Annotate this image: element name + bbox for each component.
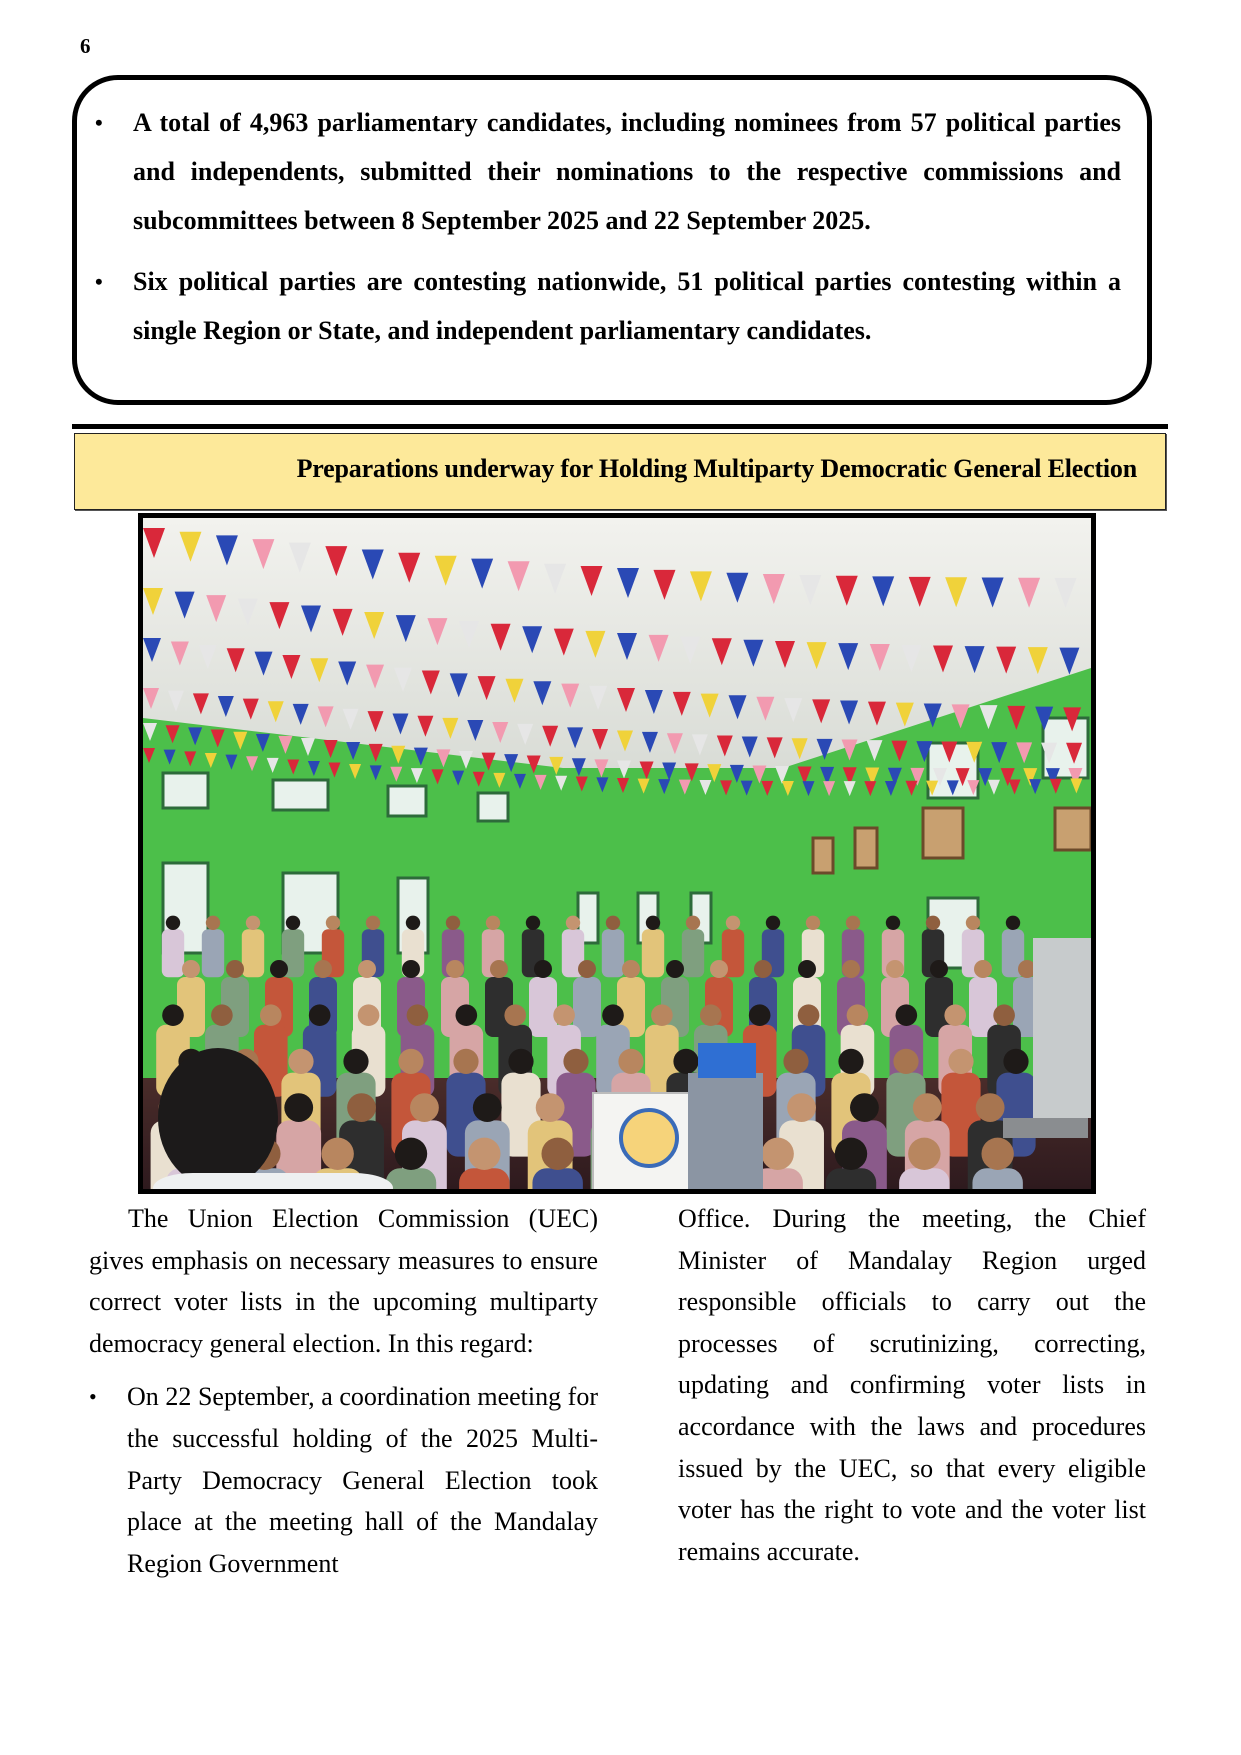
person-head [806,916,820,930]
article-bullet-text: On 22 September, a coordination meeting for the successful holding of the 2025 Multi-Party Democracy General Election took place at the meeting hall of the Mandalay Region Government [127,1382,598,1578]
person-head [246,916,260,930]
person-head [563,1049,588,1074]
person-head [541,1138,573,1170]
person-head [566,916,580,930]
person-head [686,916,700,930]
person-head [926,916,940,930]
refrigerator [1033,938,1091,1118]
key-point [95,257,1121,355]
person-head [226,960,244,978]
bullet-icon: • [89,1384,97,1410]
person-head [893,1049,918,1074]
photo-illustration [143,518,1091,1189]
key-points-list [95,98,1121,367]
person-head [726,916,740,930]
person-head [473,1093,502,1122]
person-head [913,1093,942,1122]
person-head [602,1004,624,1026]
person-head [993,1004,1015,1026]
page-number: 6 [80,34,91,58]
person-body [826,1168,876,1189]
person-head [395,1138,427,1170]
person-head [410,1093,439,1122]
person-body [532,1168,582,1189]
horizontal-rule [72,424,1168,429]
person-head [326,916,340,930]
person-head [182,960,200,978]
voting-machine [698,1043,756,1078]
person-head [407,1004,429,1026]
person-head [618,1049,643,1074]
person-head [838,1049,863,1074]
person-head [343,1049,368,1074]
person-head [358,960,376,978]
person-head [944,1004,966,1026]
person-head [486,916,500,930]
person-head [651,1004,673,1026]
person-head [761,1138,793,1170]
person-head [846,916,860,930]
key-point [95,98,1121,245]
person-head [211,1004,233,1026]
voting-machine-stand [688,1073,763,1189]
person-head [798,1004,820,1026]
person-head [908,1138,940,1170]
person-head [798,960,816,978]
bullet-icon: • [95,110,103,135]
key-points-box [72,75,1152,405]
person-head [347,1093,376,1122]
person-head [534,960,552,978]
person-head [886,916,900,930]
section-title: Preparations underway for Holding Multiparty Democratic General Election [296,454,1137,483]
bullet-icon: • [95,269,103,294]
person-head [850,1093,879,1122]
person-head [666,960,684,978]
person-body [202,929,224,977]
person-head [314,960,332,978]
person-head [700,1004,722,1026]
person-head [886,960,904,978]
article-continuation: Office. During the meeting, the Chief Minister of Mandalay Region urged responsible officials to carry out the processes of scrutinizing, correcting, updating and confirming voter lists in accordance with the laws and procedures issued by the UEC, so that every eligible voter has the right to vote and the voter list remains accurate. [678,1204,1146,1566]
person-head [966,916,980,930]
person-head [402,960,420,978]
person-head [754,960,772,978]
person-head [766,916,780,930]
person-head [286,916,300,930]
person-head [842,960,860,978]
person-body [972,1168,1022,1189]
person-head [284,1093,313,1122]
person-head [835,1138,867,1170]
person-head [673,1049,698,1074]
person-head [974,960,992,978]
person-head [468,1138,500,1170]
person-head [787,1093,816,1122]
person-head [930,960,948,978]
person-head [270,960,288,978]
person-body [642,929,664,977]
person-head [948,1049,973,1074]
person-head [896,1004,918,1026]
person-body [459,1168,509,1189]
section-header [74,433,1166,510]
person-head [981,1138,1013,1170]
person-body [386,1168,436,1189]
person-head [508,1049,533,1074]
person-head [783,1049,808,1074]
article-bullet [89,1376,598,1584]
uec-emblem [621,1110,677,1166]
foreground-head [158,1048,278,1188]
article-column-right [678,1198,1146,1572]
person-head [206,916,220,930]
person-head [446,960,464,978]
person-head [406,916,420,930]
person-head [646,916,660,930]
person-head [490,960,508,978]
person-head [536,1093,565,1122]
person-head [847,1004,869,1026]
person-head [1003,1049,1028,1074]
side-table [1003,1118,1088,1138]
person-head [622,960,640,978]
key-point-text: A total of 4,963 parliamentary candidates, including nominees from 57 political parties and independents, submitted their nominations to the respective commissions and subcommittees between 8 September 2025 and 22 September 2025. [133,108,1121,235]
person-head [453,1049,478,1074]
person-head [260,1004,282,1026]
person-head [578,960,596,978]
person-head [398,1049,423,1074]
person-head [288,1049,313,1074]
person-head [358,1004,380,1026]
person-body [602,929,624,977]
article-intro: The Union Election Commission (UEC) gives emphasis on necessary measures to ensure correct voter lists in the upcoming multiparty democracy general election. In this regard: [89,1204,598,1358]
person-body [162,929,184,977]
person-head [446,916,460,930]
person-head [504,1004,526,1026]
person-head [526,916,540,930]
person-head [309,1004,331,1026]
person-head [749,1004,771,1026]
news-photo [138,513,1096,1194]
person-head [456,1004,478,1026]
person-body [682,929,704,977]
person-head [166,916,180,930]
foreground-shirt [153,1173,393,1189]
person-head [553,1004,575,1026]
key-point-text: Six political parties are contesting nationwide, 51 political parties contesting within a single Region or State, and independent parliamentary candidates. [133,267,1121,345]
person-head [1006,916,1020,930]
person-body [242,929,264,977]
person-head [366,916,380,930]
person-body [899,1168,949,1189]
person-head [606,916,620,930]
person-head [162,1004,184,1026]
person-head [321,1138,353,1170]
person-head [710,960,728,978]
article-column-left [89,1198,598,1584]
person-head [976,1093,1005,1122]
